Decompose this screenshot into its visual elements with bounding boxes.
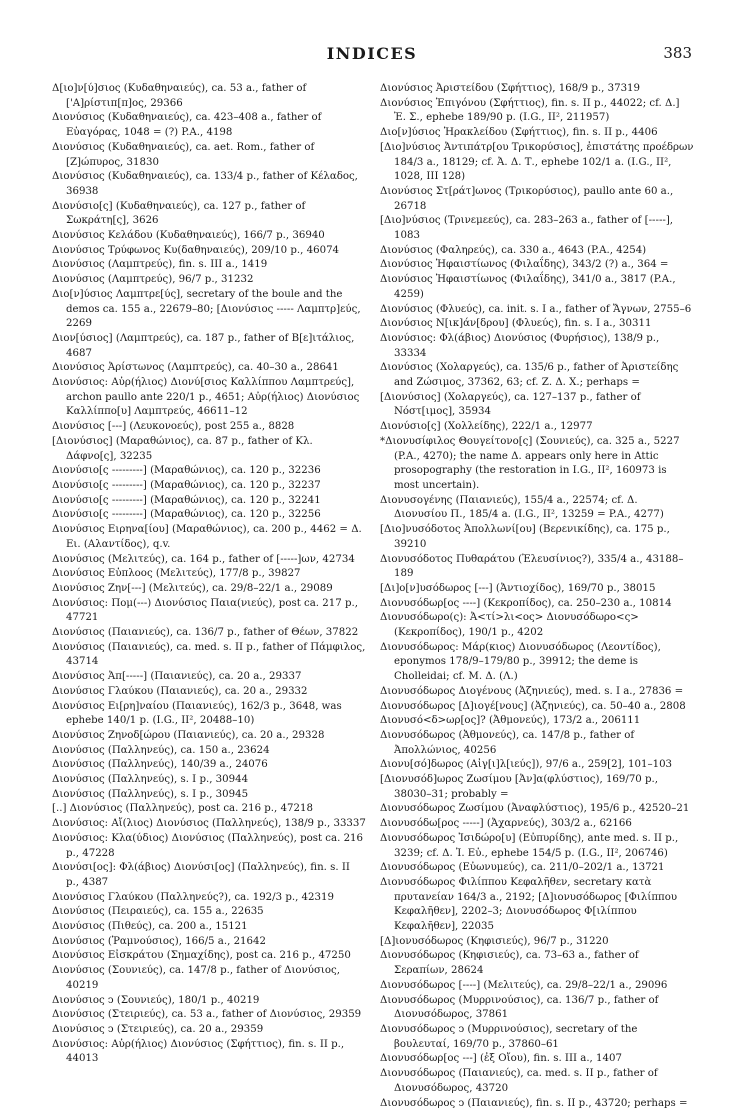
index-entry: Διονύσιος (Παιανιεύς), ca. 136/7 p., father of Θέων, 37822 xyxy=(52,627,359,639)
index-entry: Διονύσιος (Κυδαθηναιεύς), ca. aet. Rom., father of [Ζ]ώπυρος, 31830 xyxy=(52,141,315,168)
index-entry: Διονύσιο[ς] (Κυδαθηναιεύς), ca. 127 p., father of Σωκράτη[ς], 3626 xyxy=(52,200,306,227)
index-entry: Διο[ν]ύσιος Ἡρακλείδου (Σφήττιος), fin. s. II p., 4406 xyxy=(380,127,658,139)
index-entry: Διονύσιο[ς] (Χολλείδης), 222/1 a., 12977 xyxy=(380,421,593,433)
index-entry: Διονυσογένης (Παιανιεύς), 155/4 a., 22574; cf. Δ. Διονυσίου Π., 185/4 a. (I.G., II², 13259 = P.A., 4277) xyxy=(380,494,664,521)
index-entry: [Διονύσιος] (Μαραθώνιος), ca. 87 p., father of Κλ. Δάφνο[ς], 32235 xyxy=(52,435,313,462)
page-header xyxy=(52,44,692,68)
index-entry: Διονύσιος (Κυδαθηναιεύς), ca. 133/4 p., father of Κέλαδος, 36938 xyxy=(52,171,358,197)
index-entry: Διονύσιος (Πιθεύς), ca. 200 a., 15121 xyxy=(52,921,248,933)
index-entry: Διονύσιος (Παλληνεύς), s. I p., 30945 xyxy=(52,788,249,800)
index-entry: Διονύσιος: Πομ(---) Διονύσιος Παια(νιεύς), post ca. 217 p., 47721 xyxy=(52,597,358,624)
index-entry: Διονύσιος: Φλ(άβιος) Διονύσιος (Φυρήσιος), 138/9 p., 33334 xyxy=(380,332,660,359)
index-entry: Διονύσιος Ἡφαιστίωνος (Φιλαΐδης), 341/0 a., 3817 (P.A., 4259) xyxy=(380,274,676,300)
index-entry: Διονύσι[ος]: Φλ(άβιος) Διονύσι[ος] (Παλληνεύς), fin. s. II p., 4387 xyxy=(52,862,350,888)
index-entry: Διονύσιος [---] (Λευκονοεύς), post 255 a., 8828 xyxy=(52,421,295,433)
index-entry: Διονύσιος Ει[ρη]ναίου (Παιανιεύς), 162/3 p., 3648, was ephebe 140/1 p. (I.G., II², 20488–10) xyxy=(52,700,342,727)
index-entry: Διονυσόδωρος (Κηφισιεύς), ca. 73–63 a., father of Σεραπίων, 28624 xyxy=(380,950,639,977)
index-entry: Διονυσόδωρος Ἰσιδώρο[υ] (Εὐπυρίδης), ante med. s. II p., 3239; cf. Δ. Ἰ. Εὐ., ephebe 154/5 p. (I.G., II², 206746) xyxy=(380,832,679,859)
index-entry: Διονυσόδωρος Διογένους (Ἀζηνιεύς), med. s. I a., 27836 = xyxy=(380,685,684,697)
index-entry: Διονυσόδωρος (Εὐωνυμεύς), ca. 211/0–202/1 a., 13721 xyxy=(380,862,665,874)
index-entry: Διονύσιος: Κλα(ύδιος) Διονύσιος (Παλληνεύς), post ca. 216 p., 47228 xyxy=(52,832,364,859)
index-entry: Διονυσόδωρος: Μάρ(κιος) Διονυσόδωρος (Λεοντίδος), eponymos 178/9–179/80 p., 39912; the deme is Cholleidai; cf. Μ. Δ. (Λ.) xyxy=(380,641,661,683)
index-entry: Διονύσιος Ν[ικ]άν[δρου] (Φλυεύς), fin. s. I a., 30311 xyxy=(380,318,652,330)
index-entry: Διονύσιος (Πειραιεύς), ca. 155 a., 22635 xyxy=(52,906,264,918)
index-entry: Διονύσιος Ἀριστείδου (Σφήττιος), 168/9 p., 37319 xyxy=(380,83,641,94)
index-entry: Διονύσιος Κελάδου (Κυδαθηναιεύς), 166/7 p., 36940 xyxy=(52,230,325,242)
index-entry: Διονυσόδωρος [----] (Μελιτεύς), ca. 29/8–22/1 a., 29096 xyxy=(380,979,668,991)
index-entry: Διονύσιος: Αἴ(λιος) Διονύσιος (Παλληνεύς), 138/9 p., 33337 xyxy=(52,818,366,830)
page-number: 383 xyxy=(663,44,692,62)
index-entry: Διονυσόδωρος ↄ (Μυρρινούσιος), secretary of the βουλευταί, 169/70 p., 37860–61 xyxy=(380,1024,638,1050)
index-entry: Διονύσιος Ζηνοδ[ώρου (Παιανιεύς), ca. 20 a., 29328 xyxy=(52,729,325,741)
index-entry: Διονυσόδω[ρος -----] (Ἀχαρνεύς), 303/2 a., 62166 xyxy=(380,818,632,830)
index-entry: [Διο]νύσιος Ἀντιπάτρ[ου Τρικορύσιος], ἐπιστάτης προέδρων 184/3 a., 18129; cf. Ἀ. Δ. Τ., ephebe 102/1 a. (I.G., II², 1028, III 128) xyxy=(380,141,694,183)
index-entry: Διονύσιος (Σουνιεύς), ca. 147/8 p., father of Διονύσιος, 40219 xyxy=(52,965,340,991)
index-entry: Διονύσιος Τρύφωνος Κυ(δαθηναιεύς), 209/10 p., 46074 xyxy=(52,244,340,256)
index-entry: Διονύσιος: Αὐρ(ήλιος) Διονύσιος (Σφήττιος), fin. s. II p., 44013 xyxy=(52,1038,345,1065)
index-entry: Διονύσιος ↄ (Σουνιεύς), 180/1 p., 40219 xyxy=(52,994,260,1006)
index-entry: Διονύσιος Γλαύκου (Παλληνεύς?), ca. 192/3 p., 42319 xyxy=(52,891,334,903)
index-entry: Διονυσόδωρος Ζωσίμου (Ἀναφλύστιος), 195/6 p., 42520–21 xyxy=(380,803,690,815)
index-entry: Διονύσιος Εὐπλοος (Μελιτεύς), 177/8 p., 39827 xyxy=(52,568,301,580)
index-entry: Διονύσιος (Ῥαμνούσιος), 166/5 a., 21642 xyxy=(52,935,266,947)
index-entry: Διονύσιος (Φαληρεύς), ca. 330 a., 4643 (P.A., 4254) xyxy=(380,244,647,256)
index-entry: Διονυσόδωρος (Μυρρινούσιος), ca. 136/7 p., father of Διονυσόδωρος, 37861 xyxy=(380,994,659,1021)
index-entry: Διονύσιος Εἰσκράτου (Σημαχίδης), post ca. 216 p., 47250 xyxy=(52,950,351,962)
index-entry: Διονύσιος (Φλυεύς), ca. init. s. I a., father of Ἄγνων, 2755–6 xyxy=(380,303,692,315)
index-entry: Διον[ύσιος] (Λαμπτρεύς), ca. 187 p., father of Β[ε]ιτάλιος, 4687 xyxy=(52,332,355,359)
index-entry: Διονύσιο[ς ---------] (Μαραθώνιος), ca. 120 p., 32256 xyxy=(52,509,321,521)
index-entry: Διονύσιος Ἀπ[-----] (Παιανιεύς), ca. 20 a., 29337 xyxy=(52,671,302,683)
index-entry: Διονύσιος: Αὐρ(ήλιος) Διονύ[σιος Καλλίππου Λαμπτρεύς], archon paullo ante 220/1 p., 4651; Αὐρ(ήλιος) Διονύσιος Καλλίππο[υ] Λαμπτρεύς, 46611–12 xyxy=(52,377,360,418)
index-entry: Διονύσιος (Παιανιεύς), ca. med. s. II p., father of Πάμφιλος, 43714 xyxy=(52,641,366,668)
index-entry: Διο[ν]ύσιος Λαμπτρε[ύς], secretary of the boule and the demos ca. 155 a., 22679–80; [Διονύσιος ----- Λαμπτρ]εύς, 2269 xyxy=(52,288,361,330)
index-entry: [Διο]νυσόδοτος Ἀπολλωνί[ου] (Βερενικίδης), ca. 175 p., 39210 xyxy=(380,524,670,550)
right-column xyxy=(380,82,694,1111)
index-entry: Διονυσόδωρος (Ἀθμονεύς), ca. 147/8 p., father of Ἀπολλώνιος, 40256 xyxy=(380,729,635,756)
index-entry: Διονύσιος (Χολαργεύς), ca. 135/6 p., father of Ἀριστείδης and Ζώσιμος, 37362, 63; cf. Ζ. Δ. Χ.; perhaps = xyxy=(380,362,679,389)
index-entry: Διονύσιος (Λαμπτρεύς), 96/7 p., 31232 xyxy=(52,274,254,286)
index-entry: Διονυσόδωρος Φιλίππου Κεφαλῆθεν, secretary κατὰ πρυτανείαν 164/3 a., 2192; [Δ]ιονυσόδωρος [Φιλίππου Κεφαλῆθεν], 2202–3; Διονυσόδωρος Φ[ιλίππου Κεφαλῆθεν], 22035 xyxy=(380,876,678,933)
index-entry: [Διο]νύσιος (Τρινεμεεύς), ca. 283–263 a., father of [-----], 1083 xyxy=(380,215,674,242)
left-column xyxy=(52,82,366,1067)
index-entry: Διονύσιος Ἡφαιστίωνος (Φιλαΐδης), 343/2 (?) a., 364 = xyxy=(380,259,669,271)
index-entry: Διονυσόδωρος [Δ]ιογέ[νους] (Ἀζηνιεύς), ca. 50–40 a., 2808 xyxy=(380,700,686,712)
index-entry: [Διονύσιος] (Χολαργεύς), ca. 127–137 p., father of Νόστ[ιμος], 35934 xyxy=(380,391,641,418)
index-entry: Διονύσιος (Παλληνεύς), 140/39 a., 24076 xyxy=(52,759,268,771)
index-entry: Διονύσιος Στ[ράτ]ωνος (Τρικορύσιος), paullo ante 60 a., 26718 xyxy=(380,185,674,212)
index-entry: Διονυσόδωρος ↄ (Παιανιεύς), fin. s. II p., 43720; perhaps = xyxy=(380,1097,688,1109)
index-entry: Διονύσιος (Παλληνεύς), s. I p., 30944 xyxy=(52,774,249,786)
index-entry: *Διονυσίφιλος Θουγείτονο[ς] (Σουνιεύς), ca. 325 a., 5227 (P.A., 4270); the name Δ. appears only here in Attic prosopography (the restoration in I.G., II², 160973 is most uncertain). xyxy=(380,435,680,491)
index-entry: [Διονυσόδ]ωρος Ζωσίμου [Ἀν]α(φλύστιος), 169/70 p., 38030–31; probably = xyxy=(380,774,659,800)
index-entry: Διονυσόδοτος Πυθαράτου (Ἐλευσίνιος?), 335/4 a., 43188–189 xyxy=(380,553,684,580)
index-entry: Διονυσόδωρ[ος ---] (ἐξ Οἴου), fin. s. III a., 1407 xyxy=(380,1053,622,1065)
page-title: INDICES xyxy=(326,44,418,63)
index-entry: [Δι]ο[ν]υσόδωρος [---] (Ἀντιοχίδος), 169/70 p., 38015 xyxy=(380,582,656,594)
index-entry: Διονύσιος (Στειριεύς), ca. 53 a., father of Διονύσιος, 29359 xyxy=(52,1009,362,1021)
index-entry: Διονύσιος (Παλληνεύς), ca. 150 a., 23624 xyxy=(52,744,270,756)
index-entry: Διονύσιος ↄ (Στειριεύς), ca. 20 a., 29359 xyxy=(52,1024,264,1035)
index-entry: [Δ]ιονυσόδωρος (Κηφισιεύς), 96/7 p., 31220 xyxy=(380,935,609,947)
index-entry: Διονυσόδωρ[ος ----] (Κεκροπίδος), ca. 250–230 a., 10814 xyxy=(380,597,672,609)
index-entry: Διονύσιος Ειρηνα[ίου] (Μαραθώνιος), ca. 200 p., 4462 = Δ. Ει. (Αλαντίδος), q.v. xyxy=(52,524,362,550)
index-entry: Διονύσιος (Μελιτεύς), ca. 164 p., father of [-----]ων, 42734 xyxy=(52,553,355,565)
index-entry: [..] Διονύσιος (Παλληνεύς), post ca. 216 p., 47218 xyxy=(52,803,313,815)
index-entry: Διονύσιος Ζην[---] (Μελιτεύς), ca. 29/8–22/1 a., 29089 xyxy=(52,582,333,594)
index-entry: Διονύσιος Ἐπιγόνου (Σφήττιος), fin. s. II p., 44022; cf. Δ.] Ἐ. Σ., ephebe 189/90 p. (I.G., II², 211957) xyxy=(380,97,680,124)
index-entry: Διονυσόδωρο(ς): Ἀ<τί>λι<ος> Διονυσόδωρο<ς> (Κεκροπίδος), 190/1 p., 4202 xyxy=(380,612,639,639)
index-entry: Διονυ[σό]δωρος (Αἰγ[ι]λ[ιεύς]), 97/6 a., 259[2], 101–103 xyxy=(380,759,673,771)
index-entry: Δ[ιο]ν[ύ]σιος (Κυδαθηναιεύς), ca. 53 a., father of ['Α]ρίστιπ[π]ος, 29366 xyxy=(52,83,307,109)
index-entry: Διονύσιο[ς ---------] (Μαραθώνιος), ca. 120 p., 32237 xyxy=(52,479,321,491)
index-entry: Διονυσό<δ>ωρ[ος]? (Ἀθμονεύς), 173/2 a., 206111 xyxy=(380,715,641,727)
index-entry: Διονύσιο[ς ---------] (Μαραθώνιος), ca. 120 p., 32236 xyxy=(52,465,321,477)
index-entry: Διονύσιο[ς ---------] (Μαραθώνιος), ca. 120 p., 32241 xyxy=(52,494,321,506)
index-entry: Διονύσιος Ἀρίστωνος (Λαμπτρεύς), ca. 40–30 a., 28641 xyxy=(52,362,339,374)
index-entry: Διονύσιος (Λαμπτρεύς), fin. s. III a., 1419 xyxy=(52,259,268,271)
index-entry: Διονυσόδωρος (Παιανιεύς), ca. med. s. II p., father of Διονυσόδωρος, 43720 xyxy=(380,1068,658,1094)
index-entry: Διονύσιος (Κυδαθηναιεύς), ca. 423–408 a., father of Εὐαγόρας, 1048 = (?) P.A., 4198 xyxy=(52,112,322,139)
index-entry: Διονύσιος Γλαύκου (Παιανιεύς), ca. 20 a., 29332 xyxy=(52,685,308,697)
